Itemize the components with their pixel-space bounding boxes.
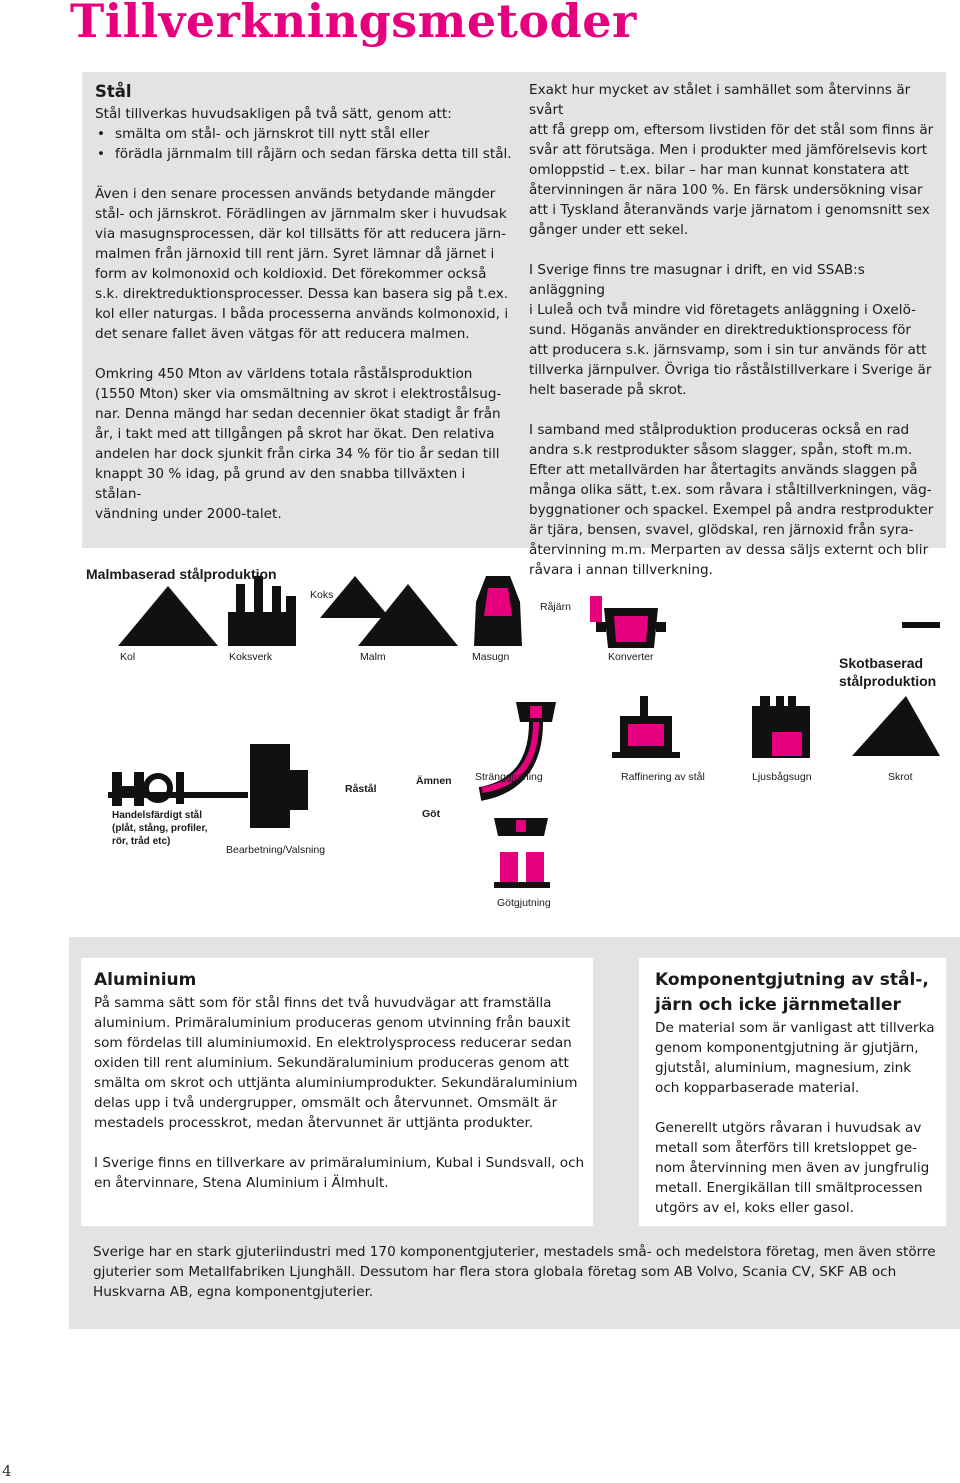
- text-line: år, i takt med att tillgången på skrot har ökat. Den relativa: [95, 426, 495, 442]
- component-casting-heading-line1: Komponentgjutning av stål-,: [655, 970, 929, 990]
- blast-furnace-icon: [474, 576, 522, 646]
- component-casting-text: [655, 1018, 945, 1218]
- label-kol: Kol: [120, 651, 136, 663]
- text-line: vändning under 2000-talet.: [95, 506, 282, 522]
- steel-heading: Stål: [95, 82, 132, 101]
- aluminium-heading: Aluminium: [94, 970, 197, 990]
- text-line: att få grepp om, eftersom livstiden för det stål som finns är: [529, 122, 934, 138]
- steel-left-column: [95, 104, 515, 524]
- text-line: gjutstål, aluminium, magnesium, zink: [655, 1060, 912, 1076]
- text-line: och kopparbaserade material.: [655, 1080, 860, 1096]
- label-koks: Koks: [310, 589, 334, 601]
- text-line: återvinningen är nära 100 %. En färsk undersökning visar: [529, 182, 923, 198]
- coal-pile-icon: [118, 586, 218, 646]
- arc-furnace-icon: [752, 696, 810, 758]
- coke-oven-icon: [228, 576, 296, 646]
- text-line: råvara i annan tillverkning.: [529, 562, 713, 578]
- text-line: att i Tyskland återanvänds varje järnatom i genomsnitt sex: [529, 202, 930, 218]
- steel-process-diagram: [0, 556, 960, 916]
- component-casting-box: [639, 958, 946, 1226]
- steel-bullet: • förädla järnmalm till råjärn och sedan färska detta till stål.: [95, 144, 515, 164]
- text-line: delas upp i två undergrupper, omsmält och återvunnet. Omsmält är: [94, 1095, 558, 1111]
- text-line: Generellt utgörs råvaran i huvudsak av: [655, 1120, 922, 1136]
- text-line: andelen har dock sjunkit från cirka 34 % för tio år sedan till: [95, 446, 500, 462]
- text-line: metall. Energikällan till smältprocessen: [655, 1180, 923, 1196]
- ingot-casting-icon: [494, 818, 550, 888]
- text-line: I Sverige finns en tillverkare av primäraluminium, Kubal i Sundsvall, och: [94, 1155, 585, 1171]
- text-line: Även i den senare processen används betydande mängder: [95, 186, 496, 202]
- text-line: På samma sätt som för stål finns det två huvudvägar att framställa: [94, 995, 552, 1011]
- text-line: via masugnsprocessen, där kol tillsätts för att reducera järn-: [95, 226, 507, 242]
- lower-section: [69, 937, 960, 1329]
- text-line: omloppstid – t.ex. bilar – har man kunnat konstatera att: [529, 162, 909, 178]
- text-line: aluminium. Primäraluminium produceras genom utvinning från bauxit: [94, 1015, 571, 1031]
- label-koksverk: Koksverk: [229, 651, 273, 663]
- label-ljusbag: Ljusbågsugn: [752, 771, 812, 783]
- label-handel-2: (plåt, stång, profiler,: [112, 823, 208, 834]
- text-line: Sverige har en stark gjuteriindustri med 170 komponentgjuterier, mestadels små- och medelstora företag, men även större: [93, 1244, 936, 1260]
- label-amnen: Ämnen: [416, 775, 452, 787]
- text-line: gjuterier som Metallfabriken Ljunghäll. Dessutom har flera stora globala företag som AB Volvo, Scania CV, SKF AB och: [93, 1264, 897, 1280]
- text-line: mestadels processkrot, medan återvunnet är uttjänta produkter.: [94, 1115, 534, 1131]
- label-malm: Malm: [360, 651, 386, 663]
- text-line: gånger under ett sekel.: [529, 222, 689, 238]
- text-line: andra s.k restprodukter såsom slagger, spån, stoft m.m.: [529, 442, 913, 458]
- text-line: genom komponentgjutning är gjutjärn,: [655, 1040, 919, 1056]
- text-line: Efter att metallvärden har återtagits används slaggen på: [529, 462, 918, 478]
- process-diagram-graphics: [0, 556, 960, 916]
- text-line: att producera s.k. järnsvamp, som i sin tur används för att: [529, 342, 927, 358]
- text-line: som fördelas till aluminiumoxid. En elektrolysprocess reducerar sedan: [94, 1035, 572, 1051]
- text-line: helt baserade på skrot.: [529, 382, 687, 398]
- steel-bullet: • smälta om stål- och järnskrot till nytt stål eller: [95, 124, 515, 144]
- text-line: (1550 Mton) sker via omsmältning av skrot i elektrostålsug-: [95, 386, 502, 402]
- component-casting-heading-line2: järn och icke järnmetaller: [655, 995, 901, 1015]
- label-bearbetning: Bearbetning/Valsning: [226, 844, 326, 856]
- label-skrot: Skrot: [888, 771, 913, 783]
- text-line: kol eller naturgas. I båda processerna används kolmonoxid, i: [95, 306, 509, 322]
- text-line: många olika sätt, t.ex. som råvara i ståltillverkningen, väg-: [529, 482, 932, 498]
- scrap-based-title-line2: stålproduktion: [839, 673, 937, 689]
- text-line: i Luleå och två mindre vid företagets anläggning i Oxelö-: [529, 302, 917, 318]
- label-rastal: Råstål: [345, 783, 377, 795]
- label-handel-3: rör, tråd etc): [112, 836, 171, 847]
- steel-bullets: [95, 124, 515, 164]
- text-line: byggnationer och spackel. Exempel på andra restprodukter: [529, 502, 934, 518]
- label-handel-1: Handelsfärdigt stål: [112, 810, 203, 821]
- text-line: nom återvinning men även av jungfrulig: [655, 1160, 930, 1176]
- label-rajarn: Råjärn: [540, 601, 571, 613]
- text-line: form av kolmonoxid och koldioxid. Det förekommer också: [95, 266, 487, 282]
- text-line: är tjära, bensen, svavel, glödskal, ren järnoxid från syra-: [529, 522, 914, 538]
- label-got: Göt: [422, 808, 441, 820]
- text-line: s.k. direktreduktionsprocesser. Dessa kan basera sig på t.ex.: [95, 286, 509, 302]
- aluminium-text: [94, 993, 589, 1193]
- text-line: I samband med stålproduktion produceras också en rad: [529, 422, 910, 438]
- scrap-pile-icon: [852, 622, 940, 756]
- text-line: återvinning m.m. Merparten av dessa säljs externt och blir: [529, 542, 929, 558]
- scrap-based-title-line1: Skotbaserad: [839, 655, 924, 671]
- text-line: nar. Denna mängd har sedan decennier ökat stadigt år från: [95, 406, 501, 422]
- ore-based-title: Malmbaserad stålproduktion: [86, 566, 277, 582]
- text-line: De material som är vanligast att tillverka: [655, 1020, 935, 1036]
- text-line: oxiden till rent aluminium. Sekundäraluminium produceras genom att: [94, 1055, 569, 1071]
- text-line: utgörs av el, koks eller gasol.: [655, 1200, 854, 1216]
- text-line: malmen från järnoxid till rent järn. Syret lämnar då järnet i: [95, 246, 495, 262]
- page-number: 4: [2, 1462, 12, 1480]
- text-line: stål- och järnskrot. Förädlingen av järnmalm sker i huvudsak: [95, 206, 507, 222]
- page-title: Tillverkningsmetoder: [70, 0, 637, 48]
- converter-icon: [590, 596, 666, 648]
- steel-right-column: [529, 80, 939, 580]
- text-line: knappt 30 % idag, på grund av den snabba tillväxten i stålan-: [95, 466, 466, 502]
- label-masugn: Masugn: [472, 651, 510, 663]
- text-line: det senare fallet även vätgas för att reducera malmen.: [95, 326, 470, 342]
- text-line: tillverka järnpulver. Övriga tio råstålstillverkare i Sverige är: [529, 362, 932, 378]
- text-line: Exakt hur mycket av stålet i samhället som återvinns är svårt: [529, 82, 911, 118]
- label-gotgjutning: Götgjutning: [497, 897, 551, 909]
- foundry-industry-text: [93, 1242, 953, 1302]
- label-konverter: Konverter: [608, 651, 654, 663]
- text-line: Omkring 450 Mton av världens totala råstålsproduktion: [95, 366, 473, 382]
- finished-steel-icon: [112, 772, 184, 806]
- label-strang: Stränggjutning: [475, 771, 543, 783]
- steel-intro: Stål tillverkas huvudsakligen på två sätt, genom att:: [95, 106, 452, 122]
- text-line: Huskvarna AB, egna komponentgjuterier.: [93, 1284, 374, 1300]
- text-line: svår att förutsäga. Men i produkter med jämförelsevis kort: [529, 142, 928, 158]
- text-line: sund. Höganäs använder en direktreduktionsprocess för: [529, 322, 911, 338]
- text-line: I Sverige finns tre masugnar i drift, en vid SSAB:s anläggning: [529, 262, 865, 298]
- aluminium-box: [81, 958, 593, 1226]
- text-line: en återvinnare, Stena Aluminium i Älmhult.: [94, 1175, 389, 1191]
- refining-ladle-icon: [612, 696, 680, 758]
- label-raffinering: Raffinering av stål: [621, 771, 705, 783]
- text-line: metall som återförs till kretsloppet ge-: [655, 1140, 917, 1156]
- text-line: smälta om skrot och uttjänta aluminiumprodukter. Sekundäraluminium: [94, 1075, 578, 1091]
